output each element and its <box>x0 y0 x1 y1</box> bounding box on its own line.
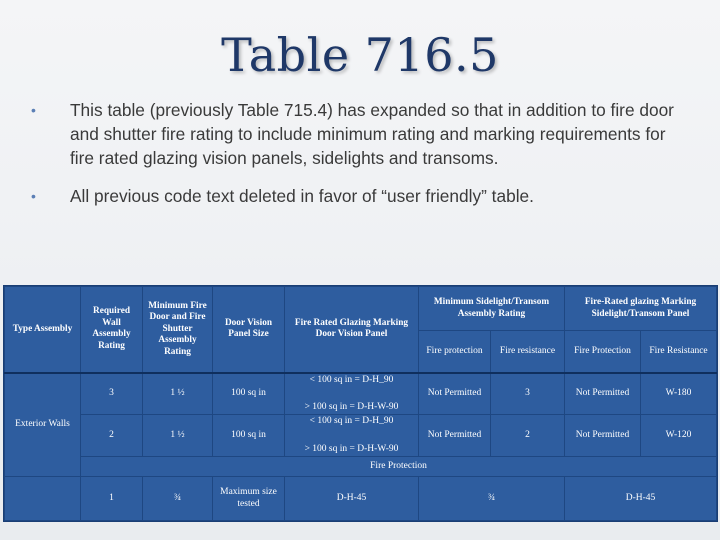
table-row <box>5 415 717 457</box>
bullet-item <box>30 184 690 208</box>
cell-marking-protection: Not Permitted <box>565 373 641 415</box>
cell-sidelight-resistance: 2 <box>491 415 565 457</box>
header-door-vision-panel-size: Door Vision Panel Size <box>213 287 285 373</box>
cell-sidelight-resistance: 3 <box>491 373 565 415</box>
cell-panel-size: Maximum size tested <box>213 477 285 521</box>
bullet-item <box>30 98 690 170</box>
header-required-wall-rating: Required Wall Assembly Rating <box>81 287 143 373</box>
glazing-marking-stack <box>287 416 416 455</box>
subheader-sidelight-fire-resistance: Fire resistance <box>491 331 565 373</box>
cell-sidelight-protection: Not Permitted <box>419 415 491 457</box>
bullet-dot-icon: • <box>31 188 36 204</box>
cell-panel-size: 100 sq in <box>213 415 285 457</box>
cell-type-assembly-empty <box>5 477 81 521</box>
cell-type-assembly: Exterior Walls <box>5 373 81 477</box>
cell-marking-protection: Not Permitted <box>565 415 641 457</box>
table-row <box>5 373 717 415</box>
table-row <box>5 477 717 521</box>
cell-sidelight-marking: D-H-45 <box>565 477 717 521</box>
cell-marking-resistance: W-180 <box>641 373 717 415</box>
cell-wall-rating: 2 <box>81 415 143 457</box>
subheader-sidelight-fire-protection: Fire protection <box>419 331 491 373</box>
header-min-door-rating: Minimum Fire Door and Fire Shutter Assembly Rating <box>143 287 213 373</box>
marking-large-panel: > 100 sq in = D-H-W-90 <box>304 401 399 412</box>
fire-door-table <box>4 286 717 521</box>
header-glazing-marking-sidelight: Fire-Rated glazing Marking Sidelight/Transom Panel <box>565 287 717 331</box>
bullet-list <box>30 98 690 222</box>
bullet-dot-icon: • <box>31 102 36 118</box>
slide-title: Table 716.5 <box>221 28 499 82</box>
header-min-sidelight-rating: Minimum Sidelight/Transom Assembly Rating <box>419 287 565 331</box>
marking-large-panel: > 100 sq in = D-H-W-90 <box>304 443 399 454</box>
cell-marking-resistance: W-120 <box>641 415 717 457</box>
cell-fire-protection-label: Fire Protection <box>81 457 717 477</box>
cell-panel-size: 100 sq in <box>213 373 285 415</box>
bullet-text: This table (previously Table 715.4) has expanded so that in addition to fire door and shutter fire rating to include minimum rating and marking requirements for fire rated glazing vision panels, sidelights and transoms. <box>70 100 674 168</box>
cell-wall-rating: 3 <box>81 373 143 415</box>
cell-wall-rating: 1 <box>81 477 143 521</box>
fire-protection-row <box>5 457 717 477</box>
subheader-marking-fire-protection: Fire Protection <box>565 331 641 373</box>
cell-glazing-marking <box>285 373 419 415</box>
marking-small-panel: < 100 sq in = D-H_90 <box>309 374 394 385</box>
bullet-text: All previous code text deleted in favor of “user friendly” table. <box>70 186 534 206</box>
cell-sidelight-protection: Not Permitted <box>419 373 491 415</box>
header-type-assembly: Type Assembly <box>5 287 81 373</box>
cell-glazing-marking: D-H-45 <box>285 477 419 521</box>
marking-small-panel: < 100 sq in = D-H_90 <box>309 416 394 426</box>
subheader-marking-fire-resistance: Fire Resistance <box>641 331 717 373</box>
glazing-marking-stack <box>287 375 416 414</box>
cell-door-rating: 1 ½ <box>143 415 213 457</box>
header-row <box>5 287 717 331</box>
cell-glazing-marking <box>285 415 419 457</box>
cell-door-rating: 1 ½ <box>143 373 213 415</box>
cell-sidelight-rating: ¾ <box>419 477 565 521</box>
cell-door-rating: ¾ <box>143 477 213 521</box>
header-glazing-marking-door: Fire Rated Glazing Marking Door Vision Panel <box>285 287 419 373</box>
